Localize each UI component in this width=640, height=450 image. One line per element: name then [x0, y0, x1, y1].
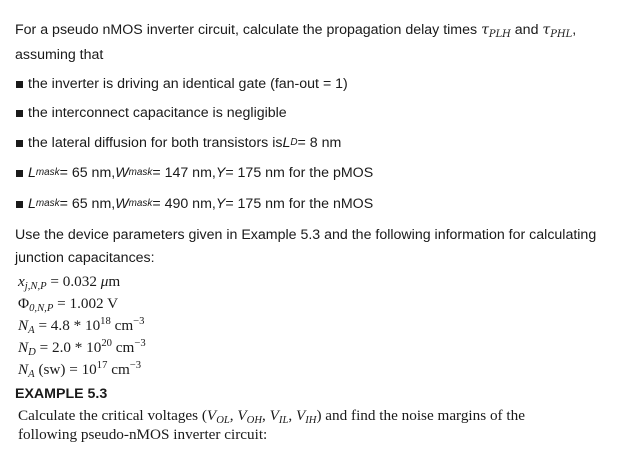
intro-text: For a pseudo nMOS inverter circuit, calculate the propagation delay times — [15, 22, 482, 38]
bullet-square-icon — [16, 81, 23, 88]
bullet-square-icon — [16, 140, 23, 147]
params-intro-line-2: junction capacitances: — [15, 250, 155, 266]
param-acceptor-doping: $N_A = 4.8 * 10^{18}$ $cm^{-3}$ — [18, 316, 145, 336]
example-line-1: Calculate the critical voltages ($V_{OL}$, $V_{OH}$, $V_{IL}$, $V_{IH}$) and find the noise margins of the — [18, 407, 525, 426]
bullet-square-icon — [16, 170, 23, 177]
problem-statement-line-1: For a pseudo nMOS inverter circuit, calculate the propagation delay times $\tau_{PLH}$ and $\tau_{PHL}$, — [15, 22, 577, 40]
param-donor-doping: $N_D = 2.0 * 10^{20}$ $cm^{-3}$ — [18, 338, 146, 358]
bullet-pmos-dimensions: L mask = 65 nm, W mask = 147 nm, Y = 175 nm for the pMOS — [15, 164, 373, 182]
bullet-nmos-dimensions: L mask = 65 nm, W mask = 490 nm, Y = 175 nm for the nMOS — [15, 195, 373, 213]
bullet-square-icon — [16, 110, 23, 117]
bullet-square-icon — [16, 201, 23, 208]
example-line-2: following pseudo-nMOS inverter circuit: — [18, 426, 268, 443]
bullet-fanout: the inverter is driving an identical gate (fan-out = 1) — [15, 75, 348, 93]
bullet-interconnect: the interconnect capacitance is negligible — [15, 104, 287, 122]
tau-phl-symbol: $\tau_{PHL}$ — [542, 22, 573, 40]
example-heading: EXAMPLE 5.3 — [15, 386, 108, 402]
problem-statement-line-2: assuming that — [15, 47, 104, 63]
param-junction-depth: $x_{j,N,P} = 0.032$ μm — [18, 273, 121, 292]
bullet-lateral-diffusion: the lateral diffusion for both transistors is L D = 8 nm — [15, 134, 341, 152]
param-sidewall-doping: $N_A$ $(sw) = 10^{17}$ $cm^{-3}$ — [18, 360, 142, 380]
param-built-in-potential: $\Phi_{0,N,P} = 1.002$ V — [18, 295, 119, 314]
params-intro-line-1: Use the device parameters given in Example 5.3 and the following information for calculating — [15, 227, 597, 243]
tau-plh-symbol: $\tau_{PLH}$ — [481, 22, 511, 40]
